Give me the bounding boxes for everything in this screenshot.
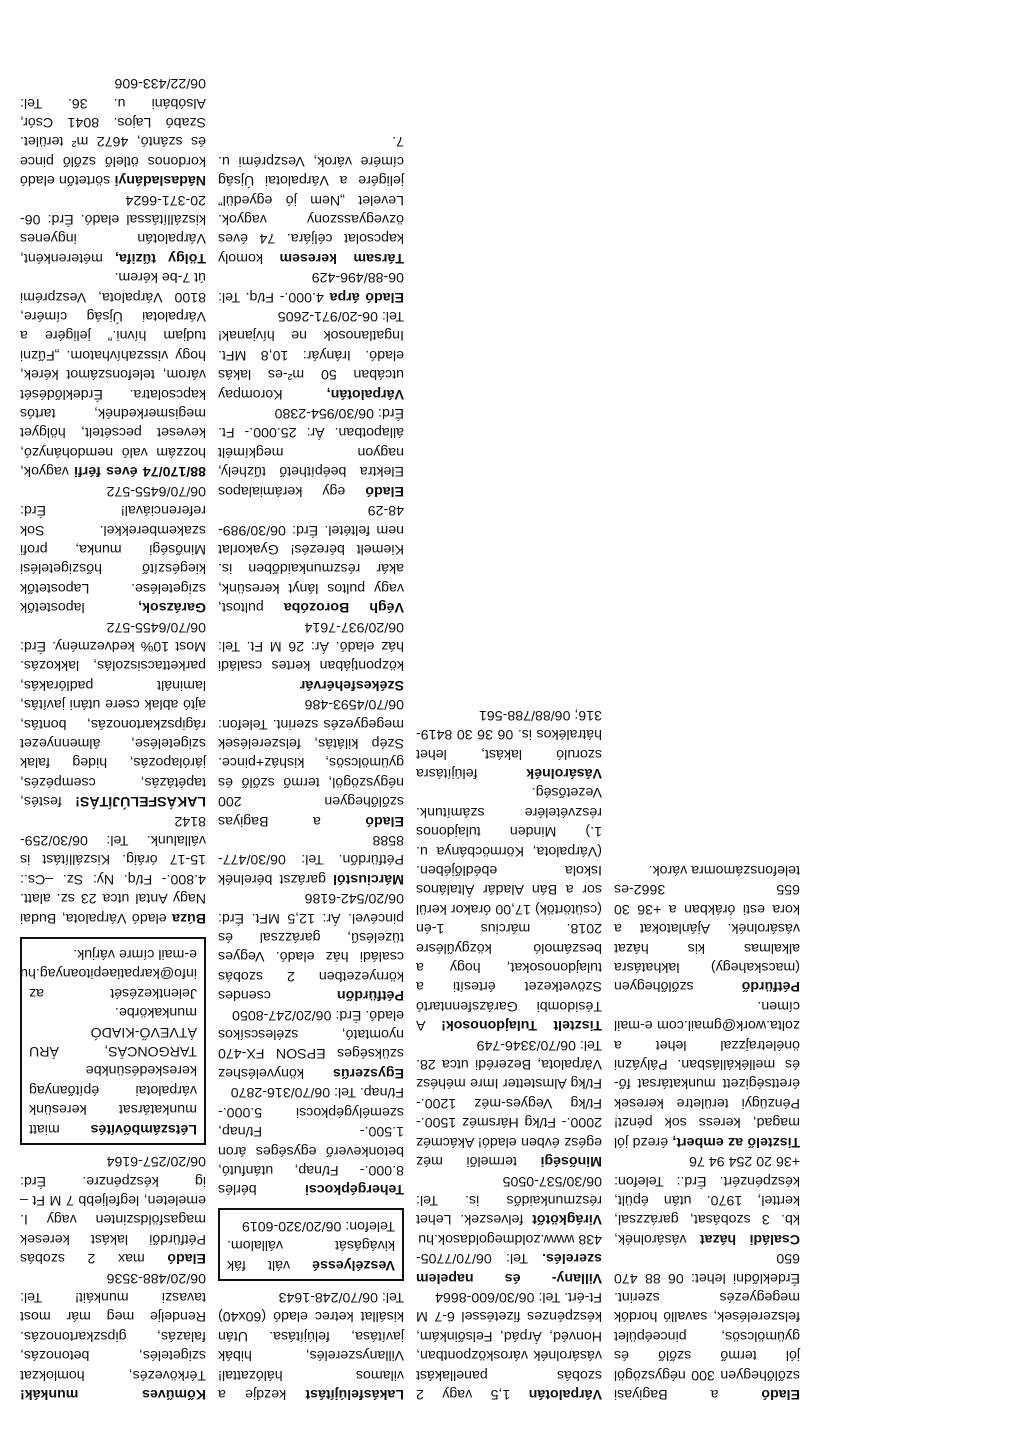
ad-text: lapostetők szigetelése. Lapostetők kiegészítő hőszigetelési Minőségi munka, profi szakemberekkel. Sok referenciával! Érd: 06/70/6455-572: [20, 482, 206, 616]
classified-ad: [218, 267, 404, 306]
ad-text: termelői méz egész évben eladó! Akácméz 2000.- Ft/kg Hársméz 1500.- Ft/kg Vegyes-méz 1200.- Ft/kg Almstetter Imre méhész Várpalota, Bezerédi utca 28. Tel: 06/70/3346-749: [416, 1036, 602, 1170]
ad-lead: Eladó: [761, 1386, 800, 1402]
classified-ad: [218, 1004, 404, 1082]
ad-text: komoly kapcsolat céljára. 74 éves özvegyasszony vagyok. Levelet „Nem jó egyedül” jeligére a Várpalotai Újság címére várok, Veszprémi u. 7.: [218, 133, 404, 266]
ad-text: Térkövezés, homlokzat szigetelés, betonozás, falazás, gipszkartonozás. Rendelje meg már most tavaszi munkáit! Tel: 06/20/488-3536: [20, 1269, 206, 1383]
classified-ad: [218, 830, 404, 888]
ad-lead: Villany- és napelem szerelés.: [416, 1250, 602, 1286]
ad-lead: Nádasladányi: [114, 172, 206, 189]
ad-text: garázst bérelnék Pétfürdőn. Tel: 06/30/477-8588: [218, 832, 404, 887]
ad-lead: Egyszerűs: [333, 1064, 404, 1081]
ad-text: pultost, vagy pultos lányt keresünk, akár részmunkaidőben is. Kiemelt bérezés! Gyakorlat nem feltétel. Érd: 06/30/989-48-29: [217, 502, 404, 616]
ad-text: egy kerámialapos Elektra beépíthető tűzhely, nagyon megkímélt állapotban. Ár: 25.000.- Ft. Érd: 06/30/954-2380: [218, 405, 404, 499]
ad-text: vált fák kivágását vállalom. Telefon: 06/20/320-6019: [227, 1217, 395, 1273]
ad-text: Korompay utcában 50 m²-es lakás eladó. Irányár: 10,8 MFt. Ingatlanosok ne hívjanak! Tel: 06-20/971-2605: [218, 308, 404, 402]
ad-lead: Búza: [172, 909, 206, 926]
ad-lead: Tölgy tűzifa,: [115, 249, 206, 266]
ad-lead: Családi házat: [699, 1230, 800, 1247]
classified-ad: [614, 995, 800, 1150]
ad-lead: Kőműves munkák!: [20, 1386, 206, 1402]
ad-text: érezd jól magad, keress sok pénzt! Pénzügyi területre keresek érettségizett munkatársat fő- és mellékállásban. Pályázni önéletrajzzal lehet a zolta.work@gmail.com e-mail címen.: [614, 997, 800, 1150]
ad-text: A Tésidombi Garázsfenntartó Szövetkezet értesíti a tulajdonosokat, hogy a beszámoló közgyűlésre 2018. március 1-én (csütörtök) 17,00 órakor kerül sor a Bán Aladár Általános Iskola ebédlőjében. (Várpalota, Körmöcbánya u. 1.) Minden tulajdonos részvételére számítunk. Vezetőség.: [415, 784, 602, 1034]
classified-ad: [218, 1287, 404, 1403]
ad-text: a Bagiyasi szőlőhegyen 300 négyszögöl jól termő szőlő és gyümölcsös, pinceépület felszerelések, savalló hordók megegyezés szerint. Érdeklődni lehet: 06 88 470 650: [614, 1250, 800, 1402]
ad-lead: 88/170/74 éves férfi: [74, 463, 206, 480]
classified-ad: [20, 73, 206, 189]
classified-ad: [20, 189, 206, 267]
ad-lead: Minőségi: [540, 1153, 602, 1170]
ad-lead: Lakásfelújítást: [305, 1386, 404, 1402]
ad-lead: Eladó: [365, 482, 404, 499]
classified-ad: [614, 1151, 800, 1248]
ad-text: felújításra szoruló lakást, lehet hátralékos is. 06 36 30 8419-316; 06/88/788-561: [416, 706, 602, 781]
ad-lead: Várpalotán,: [326, 385, 404, 402]
classified-ad: [20, 616, 206, 810]
ad-text: szőlőhegyen (macskahegy) lakhatásra alkalmas kis házat vásárolnék. Ajánlatokat a kora esti órákban a +36 30 655 3662-es telefonszámomra várok.: [614, 862, 800, 995]
ad-lead: Veszélyessé: [312, 1256, 395, 1273]
ad-lead: Eladó árpa: [329, 288, 404, 305]
ad-lead: Végh Borozóba: [283, 599, 404, 616]
ad-text: festés, tapétázás, csempézés, járólapozás, hideg falak szigetelése, álmennyezet rágipszkartonozás, bontás, ajtó ablak csere utáni javítás, laminált padlórakás, parkettacsiszolás, lakkozás. Most 10% kedvezmény. Érd: 06/70/6455-572: [20, 618, 206, 810]
ad-text: 1,5 vagy 2 szobás panellakást vásárolnék városközpontban, Honvéd, Árpád, Felsőinkám, készpénzes fizetéssel 6-7 M Ft-ért. Tel: 06/30/600-8664: [416, 1288, 602, 1402]
ad-lead: Pétfürdő: [741, 978, 800, 995]
classified-ad: [416, 1287, 602, 1403]
boxed-ad: [20, 937, 206, 1145]
classified-ad: [416, 782, 602, 1034]
ad-column-4: [614, 860, 800, 1403]
ad-lead: Várpalotán: [528, 1386, 602, 1402]
classified-ad: [416, 704, 602, 782]
boxed-ad: [218, 1208, 404, 1280]
ad-text: miatt munkatársat keresünk várpalotai építőanyag kereskedésünkbe TARGONCÁS, ÁRU ÁTVEVŐ-KIADÓ munkakörbe. Jelentkezését az info@karpatiaepitoanyag.hu e-mail címre várjuk.: [20, 946, 197, 1137]
ad-text: felveszek. Lehet részmunkaidős is. Tel: 06/30/537-0505: [416, 1172, 602, 1228]
ad-column-1: [20, 73, 206, 1403]
ad-lead: Társam keresem: [279, 249, 404, 266]
ad-text: a Bagiyas szőlőhegyen 200 négyszögöl, termő szőlő és gyümölcsös, kisház+pince. Szép kilátás, felszerelések megegyezés szerint. Telefon: 06/70/4593-486: [218, 696, 404, 829]
ad-lead: Eladó: [167, 1250, 206, 1267]
ad-lead: Tisztelő az embert,: [672, 1133, 800, 1150]
ad-lead: Virágkötőt: [532, 1211, 602, 1228]
ad-lead: LAKÁSFELÚJÍTÁS!: [75, 793, 206, 810]
ad-text: sörtetőn eladó kordonos ötlelő szőlő pince és szántó, 4672 m² terület. Szabó Lajos. 8041 Csór, Alsóbáni u. 36. Tel: 06/22/433-606: [20, 75, 206, 189]
classified-ad: [218, 1082, 404, 1198]
ad-lead: Vásárolnék: [526, 765, 602, 781]
classified-ad: [416, 1170, 602, 1228]
ad-text: Tel: 06/70/7705-438 www.zoldmegoldasok.hu: [416, 1230, 602, 1267]
classified-ad: [20, 480, 206, 616]
classified-ad: [614, 1248, 800, 1403]
classified-ad: [218, 306, 404, 403]
ad-text: vagyok, hozzám való nemdohányzó, keveset pecsételt, hölgyet megismerkednék, tartós kapcsolatra. Érdeklődését várom, telefonszámot kérek, hogy visszahívhatom. „Fűzni tudjam hívni.” jeligére a Várpalotai Újság címére, 8100 Várpalota, Veszprémi út 7-be kérem.: [20, 269, 206, 480]
ad-lead: Létszámbővítés: [90, 1120, 197, 1137]
ad-text: könyveléshez szükséges EPSON FX-470 nyomtató, szélescsíkos eladó. Érd: 06/20/247-8050: [218, 1006, 404, 1081]
classified-ad: [218, 131, 404, 267]
ad-text: csendes környezetben 2 szobás családi ház eladó. Vegyes tüzelésű, garázzsal és pincével. Ár: 12,5 MFt. Érd: 06/20/542-6186: [218, 890, 404, 1004]
ad-text: kezdje a vilamos hálózattal! Villanyszerelés, hibák javítása, felújítása. Után kisállat ketrec eladó (60x40) Tel: 06/70/248-1643: [218, 1288, 404, 1402]
classified-ad: [218, 403, 404, 500]
ad-lead: Székesfehérvár: [299, 676, 404, 693]
ad-lead: Tehergépkocsi: [304, 1181, 404, 1198]
ad-text: 4.000.- Ft/q. Tel: 06-88/496-429: [218, 269, 404, 305]
classified-ad: [218, 616, 404, 694]
ad-column-3: [416, 704, 602, 1403]
ad-lead: Pétfürdőn: [337, 987, 404, 1004]
ad-text: eladó Várpalota, Budai Nagy Antal utca 23 sz. alatt. 4.800.- Ft/q. Ny: Sz. –Cs.: 15-17 óráig. Kiszállítást is vállalunk. Tel: 06/30/259-8142: [20, 812, 206, 926]
ad-text: vásárolnék, kb. 3 szobásat, garázzsal, kerttel, 1970. után épült, készpénzért. Érd.: Telefon: +36 20 254 94 76: [614, 1153, 800, 1247]
classified-ad: [20, 810, 206, 926]
classified-ad: [218, 500, 404, 616]
classified-ad: [416, 1034, 602, 1170]
ad-lead: Tisztelt Tulajdonosok!: [441, 1017, 602, 1034]
classified-ad: [20, 1267, 206, 1403]
classified-ad: [614, 860, 800, 996]
ad-lead: Garázsok,: [138, 599, 206, 616]
ad-text: méterenként, Várpalotán ingyenes kiszállítással eladó. Érd: 06-20-371-6624: [20, 191, 206, 266]
ad-text: központjában kertes családi ház eladó. Ár: 26 M Ft. Tel: 06/20/937-7614: [218, 618, 404, 674]
ad-text: max 2 szobás Pétfürdői lakást keresek magasföldszinten vagy I. emeleten, legfeljebb 7 M Ft –ig készpénzre. Érd: 06/20/257-6164: [20, 1153, 206, 1267]
ad-column-2: [218, 131, 404, 1403]
classified-ad: [20, 1151, 206, 1267]
classified-ad: [218, 888, 404, 1004]
classified-ad: [20, 267, 206, 480]
classified-ad: [416, 1228, 602, 1286]
ad-lead: Márciustól: [333, 870, 404, 887]
ad-lead: Eladó: [365, 812, 404, 829]
classified-ad: [218, 694, 404, 830]
ad-text: bérlés 8.000.- Ft/nap, utánfutó, betonkeverő egységes áron 1.500.- Ft/nap, személygépkocsi 5.000.- Ft/nap. Tel: 06/70/316-2870: [218, 1084, 404, 1198]
